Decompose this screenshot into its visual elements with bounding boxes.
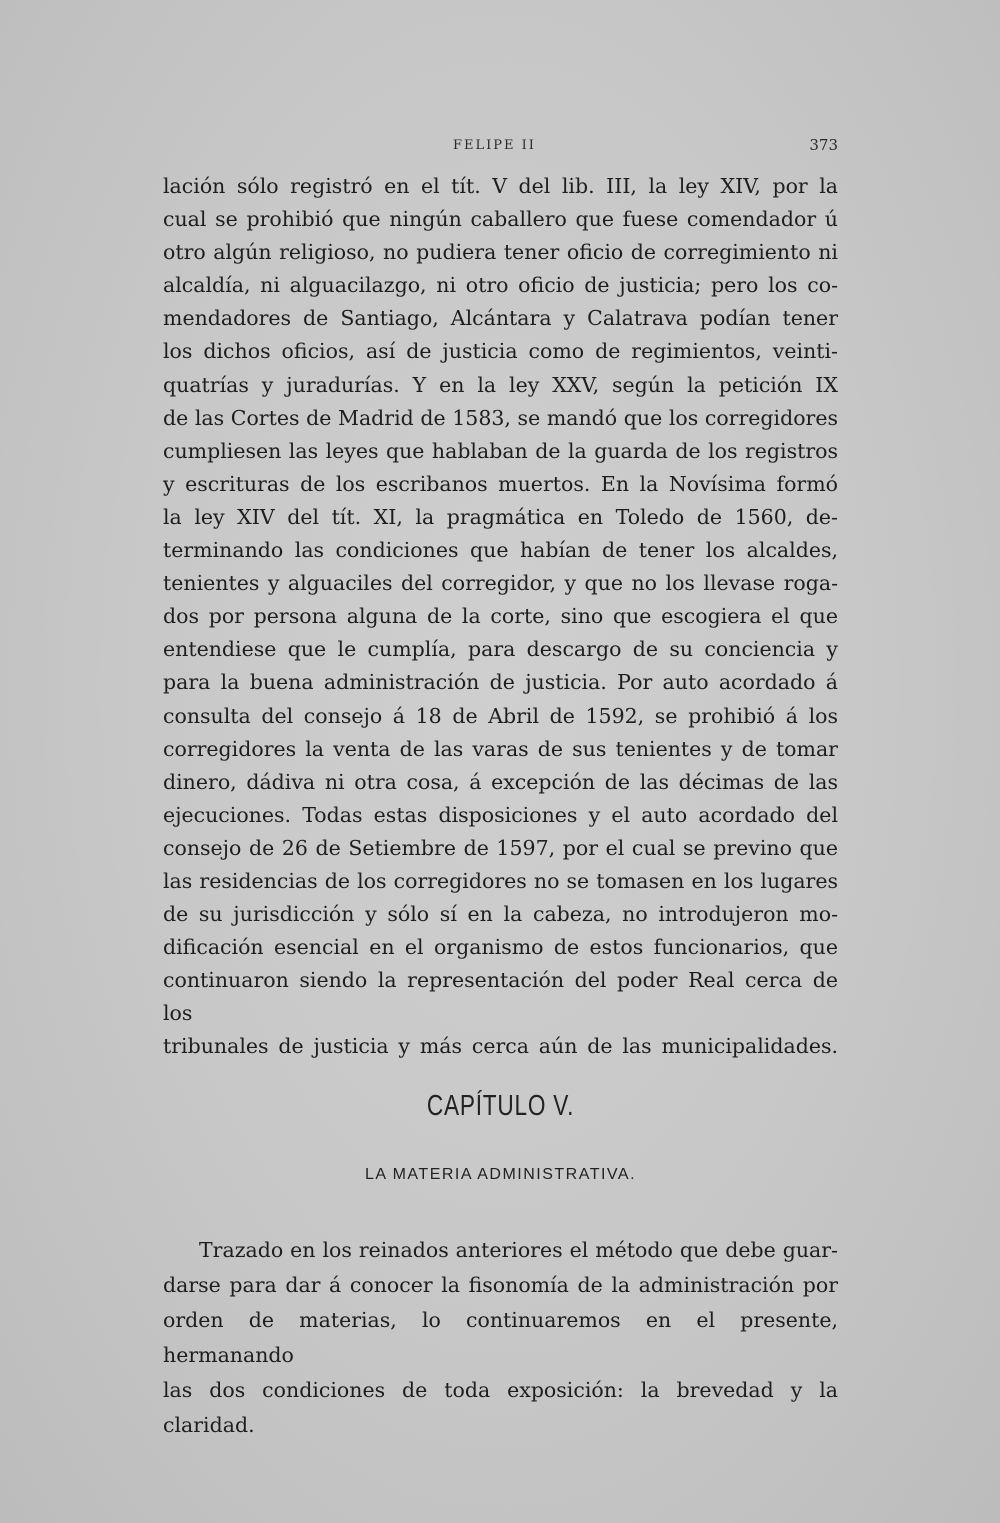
text-line: las residencias de los corregidores no se tomasen en los lugares — [163, 868, 838, 893]
text-line: continuaron siendo la representación del poder Real cerca de los — [163, 968, 838, 1026]
chapter-title: CAPÍTULO V. — [426, 1090, 575, 1122]
text-line: dos por persona alguna de la corte, sino que escogiera el que — [163, 604, 838, 629]
text-line: dificación esencial en el organismo de estos funcionarios, que — [163, 935, 838, 960]
running-head — [163, 136, 838, 160]
body-paragraph — [163, 170, 838, 1064]
section-paragraph — [163, 1233, 838, 1443]
text-line: darse para dar á conocer la fisonomía de la administración por — [163, 1273, 838, 1297]
text-line: las dos condiciones de toda exposición: la brevedad y la claridad. — [163, 1378, 838, 1437]
text-line: cumpliesen las leyes que hablaban de la guarda de los registros — [163, 438, 838, 463]
text-line: dinero, dádiva ni otra cosa, á excepción de las décimas de las — [163, 769, 838, 794]
text-line: quatrías y juradurías. Y en la ley XXV, según la petición IX — [163, 372, 838, 397]
text-line: entendiese que le cumplía, para descargo de su conciencia y — [163, 637, 838, 662]
text-line: Trazado en los reinados anteriores el método que debe guar- — [199, 1238, 838, 1262]
text-line: para la buena administración de justicia. Por auto acordado á — [163, 670, 838, 695]
text-line: de su jurisdicción y sólo sí en la cabeza, no introdujeron mo- — [163, 902, 838, 927]
text-line: y escrituras de los escribanos muertos. En la Novísima formó — [163, 471, 838, 496]
text-line: orden de materias, lo continuaremos en el presente, hermanando — [163, 1308, 838, 1367]
running-head-title: FELIPE II — [453, 138, 536, 153]
chapter-subtitle: LA MATERIA ADMINISTRATIVA. — [364, 1166, 637, 1183]
text-line: de las Cortes de Madrid de 1583, se mandó que los corregidores — [163, 405, 838, 430]
text-line: otro algún religioso, no pudiera tener oficio de corregimiento ni — [163, 240, 838, 265]
text-line: consulta del consejo á 18 de Abril de 1592, se prohibió á los — [163, 703, 838, 728]
text-line: tenientes y alguaciles del corregidor, y que no los llevase roga- — [163, 571, 838, 596]
text-line: cual se prohibió que ningún caballero que fuese comendador ú — [163, 207, 838, 232]
text-line: la ley XIV del tít. XI, la pragmática en Toledo de 1560, de- — [163, 504, 838, 529]
text-line: terminando las condiciones que habían de tener los alcaldes, — [163, 538, 838, 563]
page-number: 373 — [809, 136, 838, 154]
text-line: tribunales de justicia y más cerca aún de las municipalidades. — [163, 1034, 838, 1059]
text-line: ejecuciones. Todas estas disposiciones y el auto acordado del — [163, 802, 838, 827]
text-line: lación sólo registró en el tít. V del lib. III, la ley XIV, por la — [163, 174, 838, 198]
text-line: alcaldía, ni alguacilazgo, ni otro oficio de justicia; pero los co- — [163, 273, 838, 298]
text-line: corregidores la venta de las varas de sus tenientes y de tomar — [163, 736, 838, 761]
text-line: los dichos oficios, así de justicia como de regimientos, veinti- — [163, 339, 838, 364]
text-line: mendadores de Santiago, Alcántara y Calatrava podían tener — [163, 306, 838, 331]
text-line: consejo de 26 de Setiembre de 1597, por el cual se previno que — [163, 835, 838, 860]
